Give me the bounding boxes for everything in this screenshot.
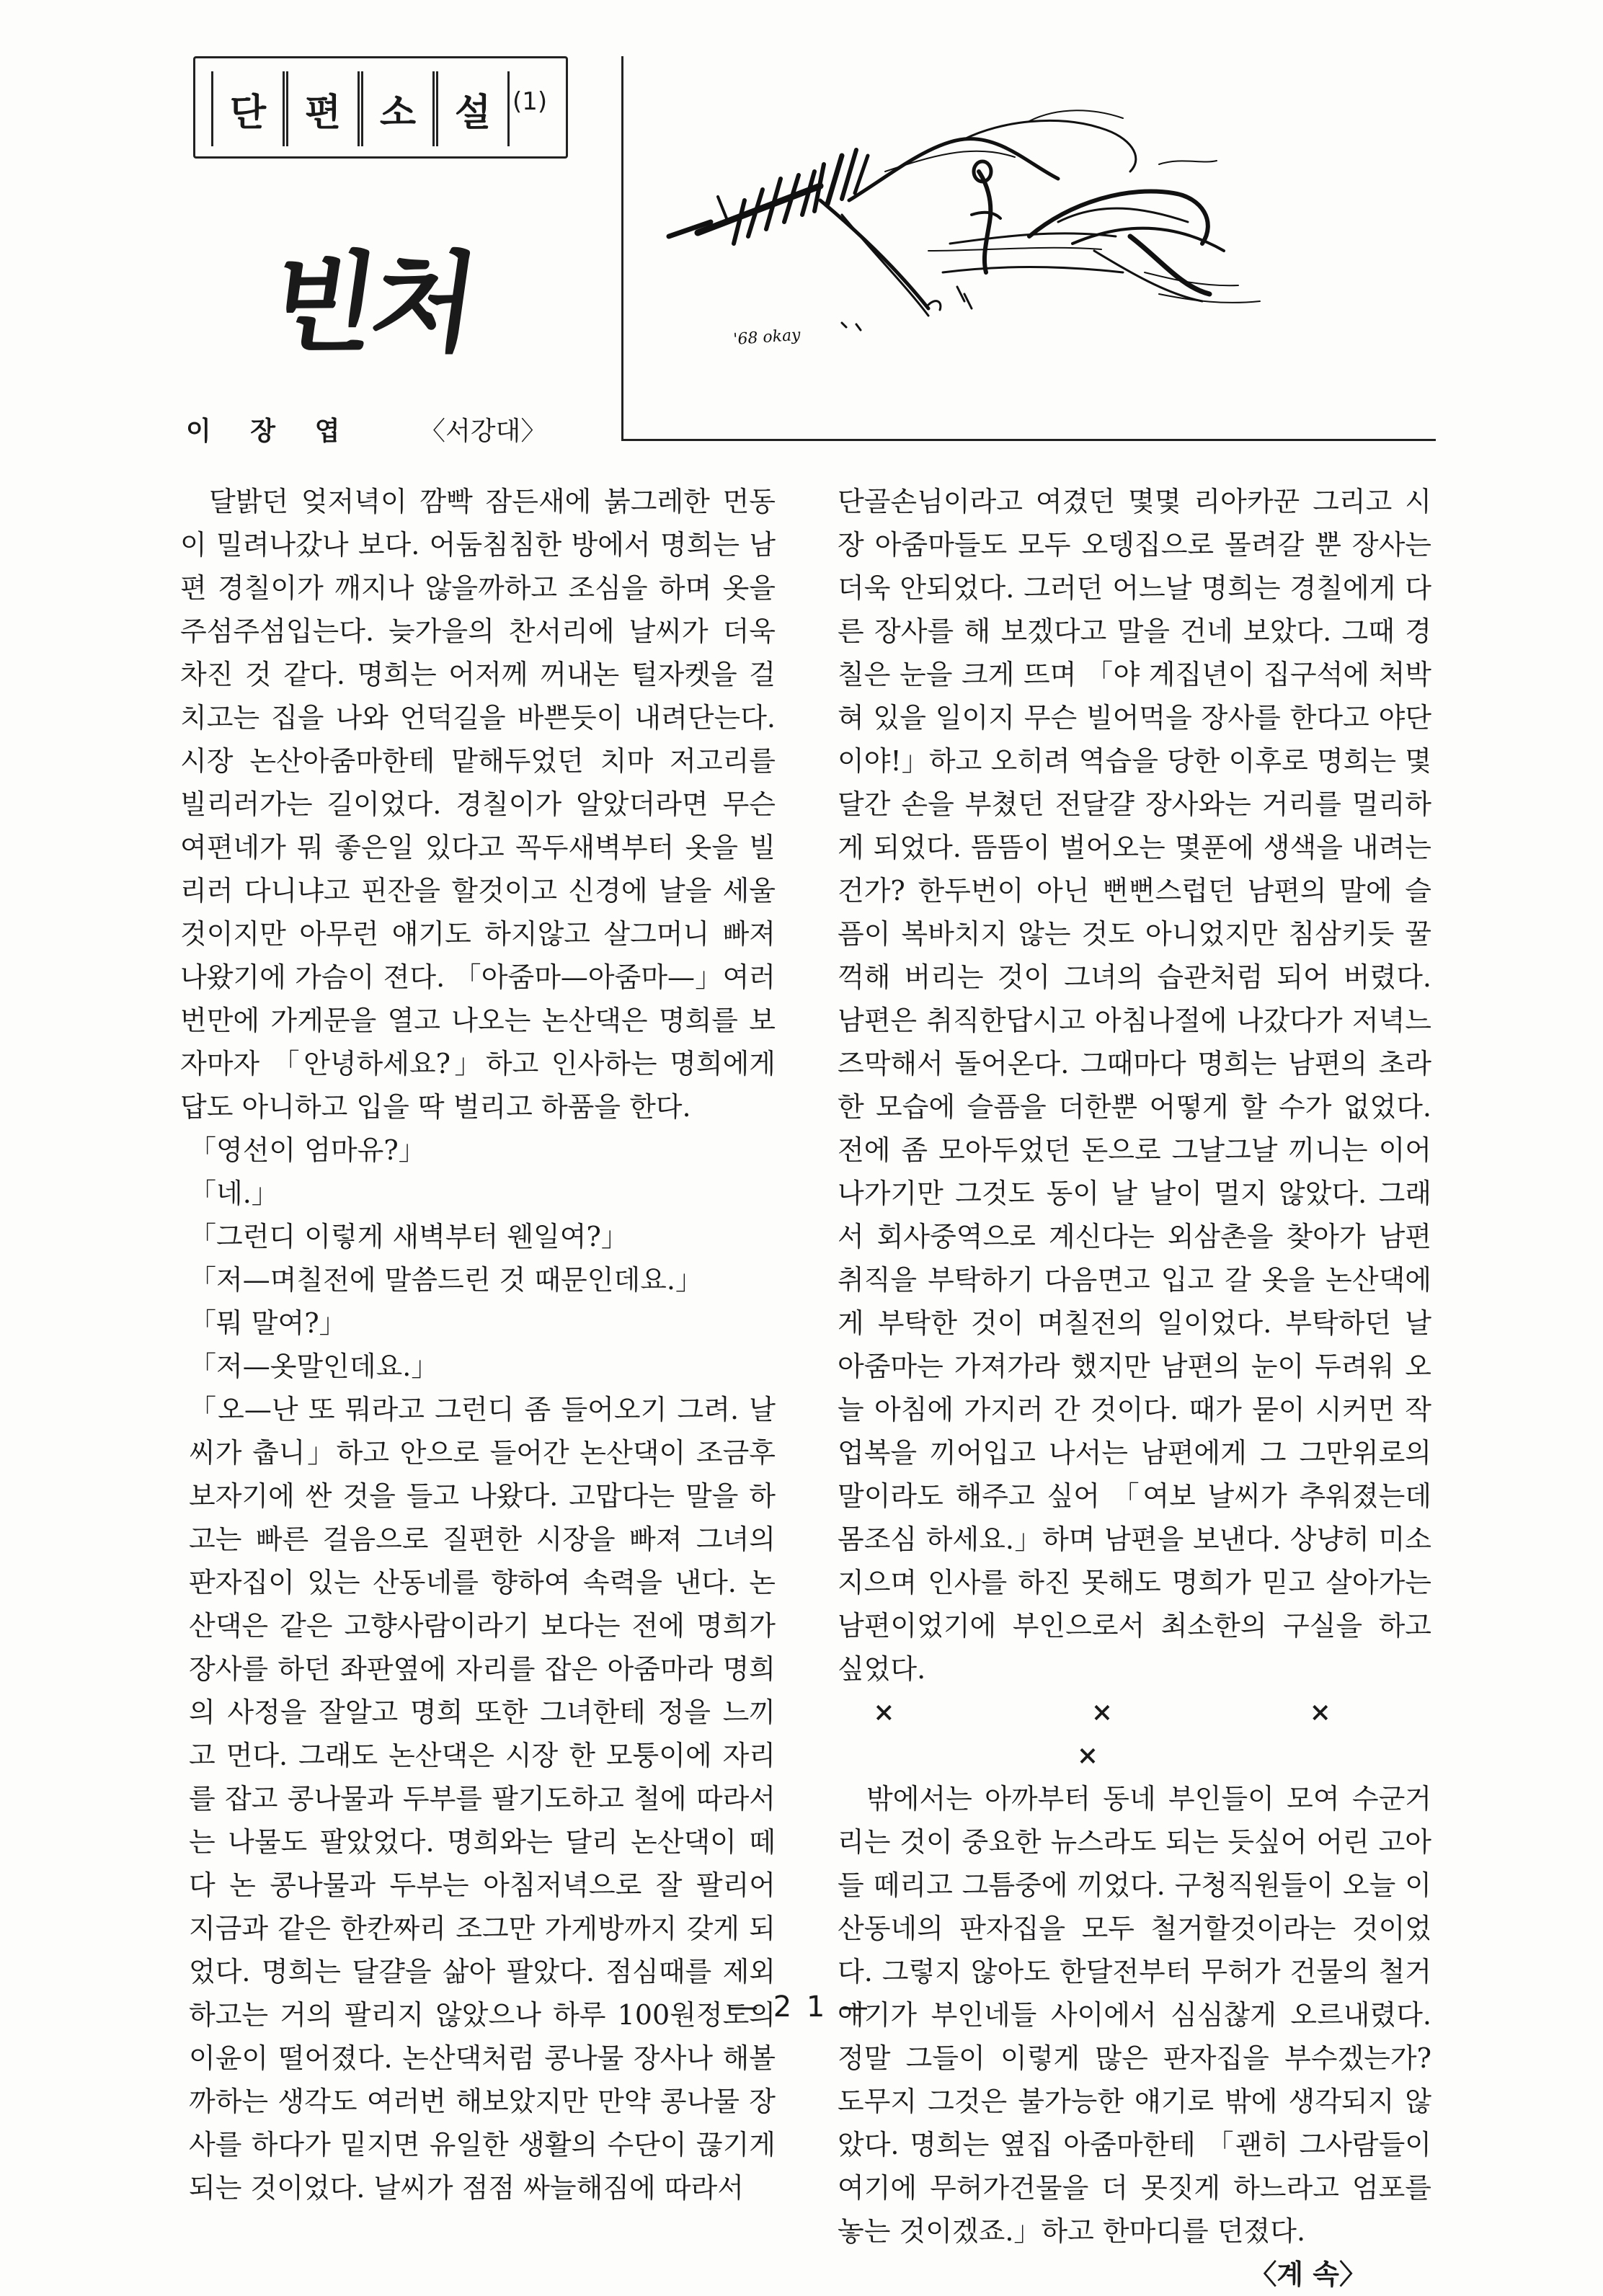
author-name: 이 장 엽 [186, 417, 340, 446]
series-char: 설 [436, 71, 510, 146]
dialog-line: 「네.」 [189, 1178, 279, 1209]
illustration-signature: '68 okay [732, 326, 802, 349]
dialog-line: 「저—며칠전에 말씀드린 것 때문인데요.」 [189, 1264, 703, 1296]
dialog-line: 「뭐 말여?」 [189, 1307, 347, 1339]
body-column-left [180, 480, 776, 2210]
paragraph: 「오—난 또 뭐라고 그런디 좀 들어오기 그려. 날씨가 춥니」하고 안으로 들어간 논산댁이 조금후 보자기에 싼 것을 들고 나왔다. 고맙다는 말을 하고는 빠른 걸음으로 질편한 시장을 빠져 그녀의 판자집이 있는 산동네를 향하여 속력을 낸다. 논산댁은 같은 고향사람이라기 보다는 전에 명희가 장사를 하던 좌판옆에 자리를 잡은 아줌마라 명희의 사정을 잘알고 명희 또한 그녀한테 정을 느끼고 먼다. 그래도 논산댁은 시장 한 모퉁이에 자리를 잡고 콩나물과 두부를 팔기도하고 철에 따라서는 나물도 팔았었다. 명희와는 달리 논산댁이 떼다 논 콩나물과 두부는 아침저녁으로 잘 팔리어 지금과 같은 한칸짜리 조그만 가게방까지 갖게 되었다. 명희는 달걀을 삶아 팔았다. 점심때를 제외하고는 거의 팔리지 않았으나 하루 100원정도의 이윤이 떨어졌다. 논산댁처럼 콩나물 장사나 해볼까하는 생각도 여러번 해보았지만 만약 콩나물 장사를 하다가 밑지면 유일한 생활의 수단이 끊기게 되는 것이었다. 날씨가 점점 싸늘해짐에 따라서 [189, 1394, 776, 2204]
dialog-line: 「영선이 엄마유?」 [189, 1134, 426, 1166]
ink-sketch-landscape-icon [626, 56, 1437, 438]
paragraph: 밖에서는 아까부터 동네 부인들이 모여 수군거리는 것이 중요한 뉴스라도 되는 듯싶어 어린 고아들 떼리고 그틈중에 끼었다. 구청직원들이 오늘 이 산동네의 판자집을 모두 철거할것이라는 것이었다. 그렇지 않아도 한달전부터 무허가 건물의 철거 얘기가 부인네들 사이에서 심심찮게 오르내렸다. 정말 그들이 이렇게 많은 판자집을 부수겠는가? 도무지 그것은 불가능한 얘기로 밖에 생각되지 않았다. 명희는 옆집 아줌마한테 「괜히 그사람들이 여기에 무허가건물을 더 못짓게 하느라고 엄포를 놓는 것이겠죠.」하고 한마디를 던졌다. [838, 1783, 1431, 2247]
paragraph: 단골손님이라고 여겼던 몇몇 리아카꾼 그리고 시장 아줌마들도 모두 오뎅집으로 몰려갈 뿐 장사는 더욱 안되었다. 그러던 어느날 명희는 경칠에게 다른 장사를 해 보겠다고 말을 건네 보았다. 그때 경칠은 눈을 크게 뜨며 「야 계집년이 집구석에 처박혀 있을 일이지 무슨 빌어먹을 장사를 한다고 야단이야!」하고 오히려 역습을 당한 이후로 명희는 몇달간 손을 부쳤던 전달걀 장사와는 거리를 멀리하게 되었다. 뜸뜸이 벌어오는 몇푼에 생색을 내려는건가? 한두번이 아닌 뻔뻔스럽던 남편의 말에 슬픔이 복바치지 않는 것도 아니었지만 침삼키듯 꿀꺽해 버리는 것이 그녀의 습관처럼 되어 버렸다. 남편은 취직한답시고 아침나절에 나갔다가 저녁느즈막해서 돌어온다. 그때마다 명희는 남편의 초라한 모습에 슬픔을 더한뿐 어떻게 할 수가 없었다. 전에 좀 모아두었던 돈으로 그날그날 끼니는 이어 나가기만 그것도 동이 날 날이 멀지 않았다. 그래서 회사중역으로 계신다는 외삼촌을 찾아가 남편취직을 부탁하기 다음면고 입고 갈 옷을 논산댁에게 부탁한 것이 며칠전의 일이었다. 부탁하던 날 아줌마는 가져가라 했지만 남편의 눈이 두려워 오늘 아침에 가지러 간 것이다. 때가 묻이 시커먼 작업복을 끼어입고 나서는 남편에게 그 그만위로의 말이라도 해주고 싶어 「여보 날씨가 추워졌는데 몸조심 하세요.」하며 남편을 보낸다. 상냥히 미소지으며 인사를 하진 못해도 명희가 믿고 살아가는 남편이었기에 부인으로서 최소한의 구실을 하고 싶었다. [838, 486, 1431, 1685]
body-column-right [838, 480, 1431, 2296]
series-number: (1) [512, 87, 548, 116]
series-char: 단 [211, 71, 285, 146]
series-label-box [193, 56, 568, 159]
illustration-frame [621, 56, 1436, 441]
series-char: 소 [361, 71, 435, 146]
series-char: 편 [286, 71, 360, 146]
page-number: — 2 1 — [729, 1990, 872, 2024]
continued-marker: 〈계 속〉 [1249, 2259, 1367, 2290]
story-title-text: 빈처 [263, 241, 482, 367]
author-affiliation: 〈서강대〉 [419, 417, 547, 446]
dialog-line: 「그런디 이렇게 새벽부터 웬일여?」 [189, 1221, 629, 1252]
paragraph: 달밝던 엊저녁이 깜빡 잠든새에 붉그레한 먼동이 밀려나갔나 보다. 어둠침침한 방에서 명희는 남편 경칠이가 깨지나 않을까하고 조심을 하며 옷을 주섬주섬입는다. 늦가을의 찬서리에 날씨가 더욱 차진 것 같다. 명희는 어저께 꺼내논 털자켓을 걸치고는 집을 나와 언덕길을 바쁜듯이 내려단는다. 시장 논산아줌마한테 맡해두었던 치마 저고리를 빌리러가는 길이었다. 경칠이가 알았더라면 무슨 여편네가 뭐 좋은일 있다고 꼭두새벽부터 옷을 빌리러 다니냐고 핀잔을 할것이고 신경에 날을 세울것이지만 아무런 얘기도 하지않고 살그머니 빠져 나왔기에 가슴이 젼다. 「아줌마—아줌마—」여러번만에 가게문을 열고 나오는 논산댁은 명희를 보자마자 「안녕하세요?」하고 인사하는 명희에게 답도 아니하고 입을 딱 벌리고 하품을 한다. [180, 486, 776, 1123]
story-title [263, 216, 490, 367]
section-separator: × × × × [873, 1697, 1425, 1771]
dialog-line: 「저—옷말인데요.」 [189, 1351, 439, 1382]
